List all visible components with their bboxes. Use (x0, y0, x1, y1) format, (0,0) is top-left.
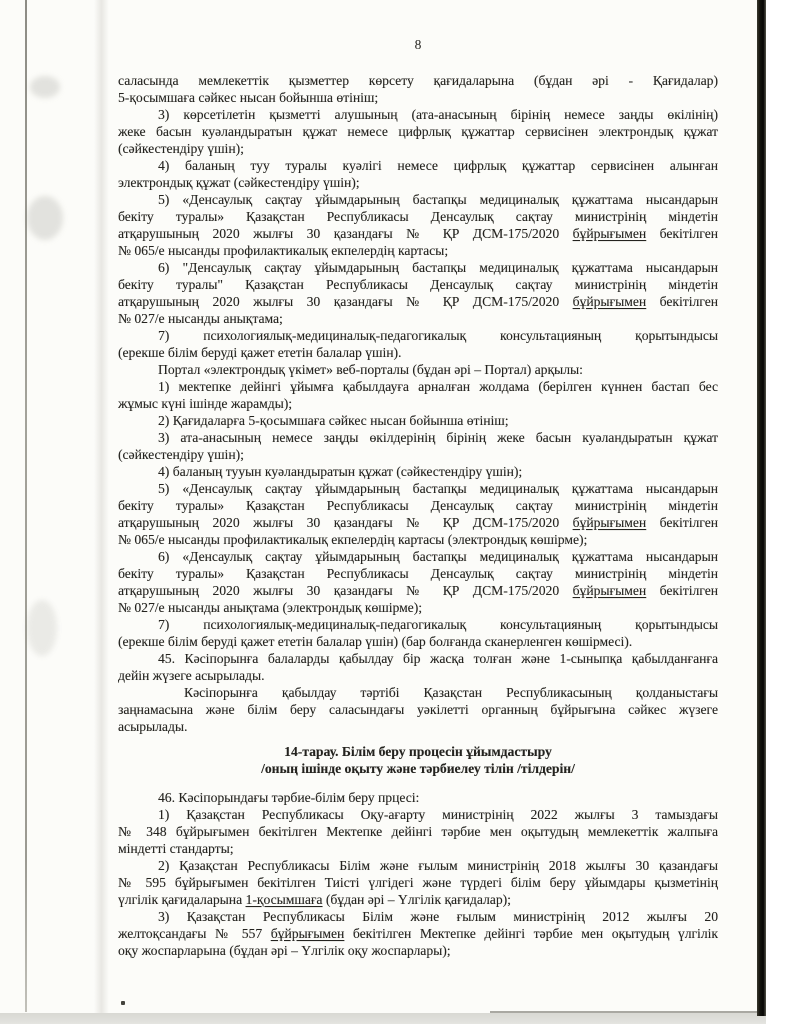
text-line: 7) психологиялық-медициналық-педагогикалық консультацияның қорытындысы (158, 328, 718, 343)
underlined-text: бұйрығымен (572, 294, 647, 309)
paragraph (118, 327, 718, 361)
text-line: № 027/е нысанды анықтама; (118, 311, 283, 326)
paragraph (118, 106, 718, 157)
scan-smudge (27, 196, 63, 240)
text-line: 3) ата-анасының немесе заңды өкілдерінің бірінің жеке басын куәландыратын құжат (158, 430, 718, 445)
text-line: (ерекше білім беруді қажет ететін балалар үшін) (бар болғанда сканерленген көшірмесі). (118, 634, 633, 649)
text-line: 5) «Денсаулық сақтау ұйымдарының бастапқы медициналық құжаттама нысандарын (158, 481, 718, 496)
underlined-text: бұйрығымен (572, 515, 647, 530)
text-line: атқарушының 2020 жылғы 30 қазандағы № ҚР ДСМ-175/2020 бұйрығымен бекітілген (118, 515, 718, 530)
text-line: 2) Қағидаларға 5-қосымшаға сәйкес нысан бойынша өтініш; (158, 413, 509, 428)
text-line: 6) «Денсаулық сақтау ұйымдарының бастапқы медициналық құжаттама нысандарын (158, 549, 718, 564)
paragraph (118, 908, 718, 959)
text-line: Кәсіпорынға қабылдау тәртібі Қазақстан Республикасының қолданыстағы (184, 685, 718, 700)
paragraph (118, 72, 718, 106)
text-line: 46. Кәсіпорындағы тәрбие-білім беру прцесі: (158, 790, 420, 805)
text-line: бекіту туралы" Қазақстан Республикасы Денсаулық сақтау министрінің міндетін (118, 277, 718, 292)
text-line: дейін жүзеге асырылады. (118, 668, 265, 683)
underlined-text: бұйрығымен (572, 583, 647, 598)
paragraph (118, 857, 718, 908)
scan-dot-artifact (121, 1001, 125, 1005)
text-line: 5-қосымшаға сәйкес нысан бойынша өтініш; (118, 90, 379, 105)
paragraph (118, 191, 718, 259)
paragraph (118, 616, 718, 650)
text-line: (сәйкестендіру үшін); (118, 141, 244, 156)
text-line: 1) Қазақстан Республикасы Оқу-ағарту министрінің 2022 жылғы 3 тамыздағы (158, 807, 718, 822)
paragraph (118, 429, 718, 463)
text-block (118, 72, 718, 959)
text-line: 45. Кәсіпорынға балаларды қабылдау бір жасқа толған және 1-сыныпқа қабылданғанға (158, 651, 718, 666)
scan-left-edge-line (25, 0, 27, 1012)
text-line: 4) баланың тууын куәландыратын құжат (сәйкестендіру үшін); (158, 464, 523, 479)
text-line: міндетті стандарты; (118, 841, 234, 856)
paragraph (118, 789, 718, 806)
scan-smudge (27, 600, 57, 656)
text-line: /оның ішінде оқыту және тәрбиелеу тілін /тілдерін/ (261, 761, 575, 776)
text-line: саласында мемлекеттік қызметтер көрсету қағидаларына (бұдан әрі - Қағидалар) (118, 73, 718, 88)
paragraph (118, 463, 718, 480)
underlined-text: бұйрығымен (572, 226, 647, 241)
section-heading (118, 743, 718, 777)
text-line: оқу жоспарларына (бұдан әрі – Үлгілік оқу жоспарлары); (118, 943, 451, 958)
paragraph (118, 378, 718, 412)
paragraph (118, 361, 718, 378)
text-line: заңнамасына және білім беру саласындағы уәкілетті органның бұйрығына сәйкес жүзеге (118, 702, 718, 717)
paragraph (118, 806, 718, 857)
underlined-text: 1-қосымшаға (245, 892, 323, 907)
scan-fold-band (94, 0, 109, 1014)
text-line: бекіту туралы» Қазақстан Республикасы Денсаулық сақтау министрінің міндетін (118, 498, 718, 513)
text-line: электрондық құжат (сәйкестендіру үшін); (118, 175, 360, 190)
text-line: Портал «электрондық үкімет» веб-порталы (бұдан әрі – Портал) арқылы: (158, 362, 583, 377)
text-line: (сәйкестендіру үшін); (118, 447, 244, 462)
text-line: 6) "Денсаулық сақтау ұйымдарының бастапқы медициналық құжаттама нысандарын (158, 260, 718, 275)
scan-bottom-band (0, 1013, 791, 1024)
text-line: № 027/е нысанды анықтама (электрондық көшірме); (118, 600, 423, 615)
scan-right-gutter (766, 0, 791, 1024)
text-line: № 348 бұйрығымен бекітілген Мектепке дейінгі тәрбие мен оқытудың мемлекеттік жалпыға (118, 824, 718, 839)
paragraph (118, 259, 718, 327)
text-line: № 065/е нысанды профилактикалық екпелердің картасы; (118, 243, 449, 258)
text-line: бекіту туралы» Қазақстан Республикасы Денсаулық сақтау министрінің міндетін (118, 566, 718, 581)
text-line: 7) психологиялық-медициналық-педагогикалық консультацияның қорытындысы (158, 617, 718, 632)
text-line: желтоқсандағы № 557 бұйрығымен бекітілген Мектепке дейінгі тәрбие мен оқытудың үлгілік (118, 926, 718, 941)
text-line: атқарушының 2020 жылғы 30 қазандағы № ҚР ДСМ-175/2020 бұйрығымен бекітілген (118, 294, 718, 309)
text-line: № 065/е нысанды профилактикалық екпелердің картасы (электрондық көшірме); (118, 532, 588, 547)
scan-smudge (30, 76, 60, 98)
scan-right-edge-bar (757, 0, 766, 1016)
text-line: 14-тарау. Білім беру процесін ұйымдастыру (284, 744, 552, 759)
text-line: 2) Қазақстан Республикасы Білім және ғылым министрінің 2018 жылғы 30 қазандағы (158, 858, 718, 873)
text-line: үлгілік қағидаларына 1-қосымшаға (бұдан әрі – Үлгілік қағидалар); (118, 892, 511, 907)
text-line: 3) көрсетілетін қызметті алушының (ата-анасының бірінің немесе заңды өкілінің) (158, 107, 718, 122)
text-line: 5) «Денсаулық сақтау ұйымдарының бастапқы медициналық құжаттама нысандарын (158, 192, 718, 207)
paragraph (118, 684, 718, 735)
text-line: жеке басын куәландыратын құжат немесе цифрлық құжаттар сервисінен электрондық құжат (118, 124, 718, 139)
text-line: 1) мектепке дейінгі ұйымға қабылдауға арналған жолдама (берілген күннен бастап бес (158, 379, 718, 394)
paragraph (118, 650, 718, 684)
paragraph (118, 157, 718, 191)
text-line: бекіту туралы» Қазақстан Республикасы Денсаулық сақтау министрінің міндетін (118, 209, 718, 224)
text-line: жұмыс күні ішінде жарамды); (118, 396, 293, 411)
paragraph (118, 412, 718, 429)
text-line: (ерекше білім беруді қажет ететін балалар үшін). (118, 345, 402, 360)
text-line: асырылады. (118, 719, 188, 734)
text-line: 4) баланың туу туралы куәлігі немесе цифрлық құжаттар сервисінен алынған (158, 158, 718, 173)
text-line: № 595 бұйрығымен бекітілген Тиісті үлгідегі және түрдегі білім беру ұйымдары қызметінің (118, 875, 718, 890)
page-number: 8 (414, 37, 422, 52)
paragraph (118, 548, 718, 616)
paragraph (118, 480, 718, 548)
text-line: атқарушының 2020 жылғы 30 қазандағы № ҚР ДСМ-175/2020 бұйрығымен бекітілген (118, 583, 718, 598)
text-line: атқарушының 2020 жылғы 30 қазандағы № ҚР ДСМ-175/2020 бұйрығымен бекітілген (118, 226, 718, 241)
underlined-text: бұйрығымен (270, 926, 345, 941)
text-line: 3) Қазақстан Республикасы Білім және ғылым министрінің 2012 жылғы 20 (158, 909, 718, 924)
